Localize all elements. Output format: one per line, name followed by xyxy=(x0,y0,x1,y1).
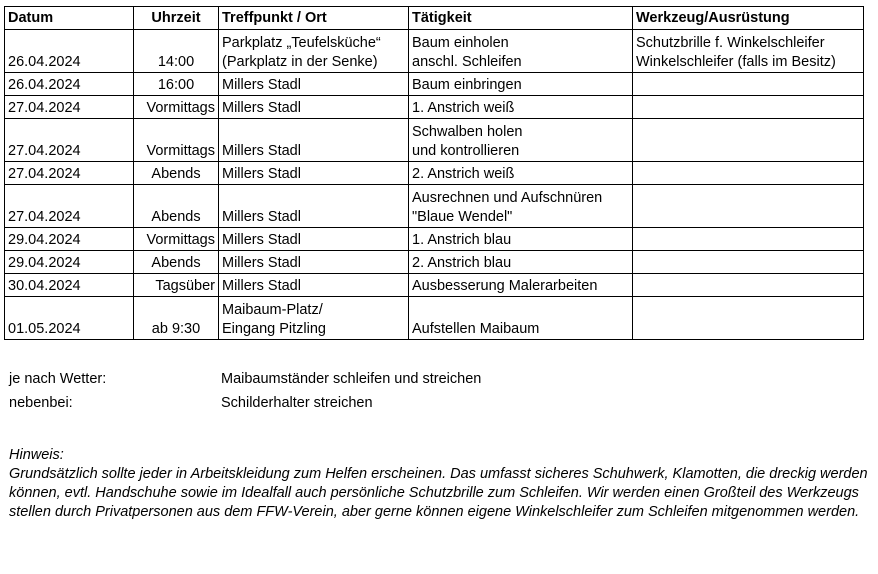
cell-taetigkeit-line: "Blaue Wendel" xyxy=(412,209,513,225)
cell-datum: 29.04.2024 xyxy=(5,251,134,274)
cell-ort-line: Millers Stadl xyxy=(222,143,301,159)
cell-taetigkeit-line: anschl. Schleifen xyxy=(412,54,522,70)
cell-datum: 29.04.2024 xyxy=(5,228,134,251)
table-row xyxy=(5,274,864,297)
cell-taetigkeit-line: Baum einholen xyxy=(412,35,509,51)
cell-ort-line: Millers Stadl xyxy=(222,278,301,294)
cell-werkzeug xyxy=(633,251,864,274)
header-taetigkeit: Tätigkeit xyxy=(409,7,633,30)
cell-datum: 27.04.2024 xyxy=(5,119,134,162)
header-datum: Datum xyxy=(5,7,134,30)
cell-taetigkeit-line: Baum einbringen xyxy=(412,77,522,93)
cell-taetigkeit-line: 2. Anstrich blau xyxy=(412,255,512,271)
schedule-table xyxy=(4,6,864,340)
cell-taetigkeit xyxy=(409,228,633,251)
note-weather-label: je nach Wetter: xyxy=(9,371,107,387)
cell-werkzeug xyxy=(633,30,864,73)
header-uhrzeit: Uhrzeit xyxy=(134,7,219,30)
hint-title: Hinweis: xyxy=(9,447,64,463)
cell-ort xyxy=(219,185,409,228)
table-row xyxy=(5,30,864,73)
cell-uhrzeit: Vormittags xyxy=(134,119,219,162)
cell-taetigkeit xyxy=(409,96,633,119)
cell-ort xyxy=(219,96,409,119)
table-row xyxy=(5,185,864,228)
hint-text: Grundsätzlich sollte jeder in Arbeitskleidung zum Helfen erscheinen. Das umfasst sicheres Schuhwerk, Klamotten, die dreckig werden können, evtl. Handschuhe sowie im Idealfall auch persönliche Schutzbrille zum Schleifen. Wir werden einen Großteil des Werkzeugs stellen durch Privatpersonen aus dem FFW-Verein, aber gerne können eigene Winkelschleifer zum Schleifen mitgenommen werden. xyxy=(9,466,868,520)
cell-ort-line: Maibaum-Platz/ xyxy=(222,302,323,318)
cell-uhrzeit: Abends xyxy=(134,251,219,274)
cell-uhrzeit: ab 9:30 xyxy=(134,297,219,340)
header-ort: Treffpunkt / Ort xyxy=(219,7,409,30)
table-row xyxy=(5,162,864,185)
cell-taetigkeit-line: Ausbesserung Malerarbeiten xyxy=(412,278,598,294)
cell-datum: 27.04.2024 xyxy=(5,162,134,185)
cell-datum: 26.04.2024 xyxy=(5,73,134,96)
cell-taetigkeit xyxy=(409,274,633,297)
cell-taetigkeit-line: Ausrechnen und Aufschnüren xyxy=(412,190,603,206)
cell-uhrzeit: Abends xyxy=(134,185,219,228)
cell-ort-line: Millers Stadl xyxy=(222,77,301,93)
cell-ort-line: Millers Stadl xyxy=(222,166,301,182)
cell-uhrzeit: 14:00 xyxy=(134,30,219,73)
cell-taetigkeit-line: 1. Anstrich weiß xyxy=(412,100,515,116)
cell-datum: 27.04.2024 xyxy=(5,185,134,228)
cell-ort xyxy=(219,274,409,297)
cell-datum: 30.04.2024 xyxy=(5,274,134,297)
cell-taetigkeit xyxy=(409,119,633,162)
note-weather xyxy=(9,370,481,389)
table-row xyxy=(5,228,864,251)
table-row xyxy=(5,96,864,119)
cell-ort xyxy=(219,228,409,251)
cell-taetigkeit-line: 2. Anstrich weiß xyxy=(412,166,515,182)
table-row xyxy=(5,73,864,96)
cell-werkzeug xyxy=(633,228,864,251)
table-row xyxy=(5,251,864,274)
cell-datum: 01.05.2024 xyxy=(5,297,134,340)
cell-taetigkeit xyxy=(409,73,633,96)
cell-datum: 27.04.2024 xyxy=(5,96,134,119)
cell-ort-line: Millers Stadl xyxy=(222,100,301,116)
cell-ort xyxy=(219,30,409,73)
cell-uhrzeit: Abends xyxy=(134,162,219,185)
cell-werkzeug-line: Winkelschleifer (falls im Besitz) xyxy=(636,54,836,70)
cell-taetigkeit-line: und kontrollieren xyxy=(412,143,520,159)
cell-uhrzeit: 16:00 xyxy=(134,73,219,96)
note-sideline-text: Schilderhalter streichen xyxy=(221,395,373,411)
cell-taetigkeit-line: 1. Anstrich blau xyxy=(412,232,512,248)
cell-werkzeug xyxy=(633,119,864,162)
cell-taetigkeit xyxy=(409,251,633,274)
cell-ort-line: Parkplatz „Teufelsküche“ xyxy=(222,35,381,51)
cell-uhrzeit: Tagsüber xyxy=(134,274,219,297)
cell-ort-line: (Parkplatz in der Senke) xyxy=(222,54,378,70)
cell-taetigkeit xyxy=(409,162,633,185)
cell-werkzeug xyxy=(633,297,864,340)
cell-taetigkeit-line: Schwalben holen xyxy=(412,124,523,140)
cell-werkzeug xyxy=(633,185,864,228)
cell-taetigkeit-line: Aufstellen Maibaum xyxy=(412,321,540,337)
cell-ort-line: Millers Stadl xyxy=(222,209,301,225)
table-row xyxy=(5,119,864,162)
cell-ort-line: Millers Stadl xyxy=(222,232,301,248)
table-body xyxy=(5,30,864,340)
cell-ort xyxy=(219,251,409,274)
cell-uhrzeit: Vormittags xyxy=(134,228,219,251)
cell-werkzeug xyxy=(633,73,864,96)
table-row xyxy=(5,297,864,340)
table-header-row xyxy=(5,7,864,30)
cell-taetigkeit xyxy=(409,185,633,228)
cell-ort xyxy=(219,73,409,96)
cell-werkzeug-line: Schutzbrille f. Winkelschleifer xyxy=(636,35,825,51)
cell-werkzeug xyxy=(633,274,864,297)
cell-ort-line: Millers Stadl xyxy=(222,255,301,271)
cell-datum: 26.04.2024 xyxy=(5,30,134,73)
cell-werkzeug xyxy=(633,162,864,185)
note-sideline-label: nebenbei: xyxy=(9,395,73,411)
cell-ort xyxy=(219,119,409,162)
cell-ort-line: Eingang Pitzling xyxy=(222,321,326,337)
cell-uhrzeit: Vormittags xyxy=(134,96,219,119)
cell-ort xyxy=(219,297,409,340)
cell-taetigkeit xyxy=(409,30,633,73)
hint-block xyxy=(9,446,869,522)
cell-ort xyxy=(219,162,409,185)
note-sideline xyxy=(9,394,373,413)
note-weather-text: Maibaumständer schleifen und streichen xyxy=(221,371,482,387)
cell-taetigkeit xyxy=(409,297,633,340)
header-werkzeug: Werkzeug/Ausrüstung xyxy=(633,7,864,30)
cell-werkzeug xyxy=(633,96,864,119)
